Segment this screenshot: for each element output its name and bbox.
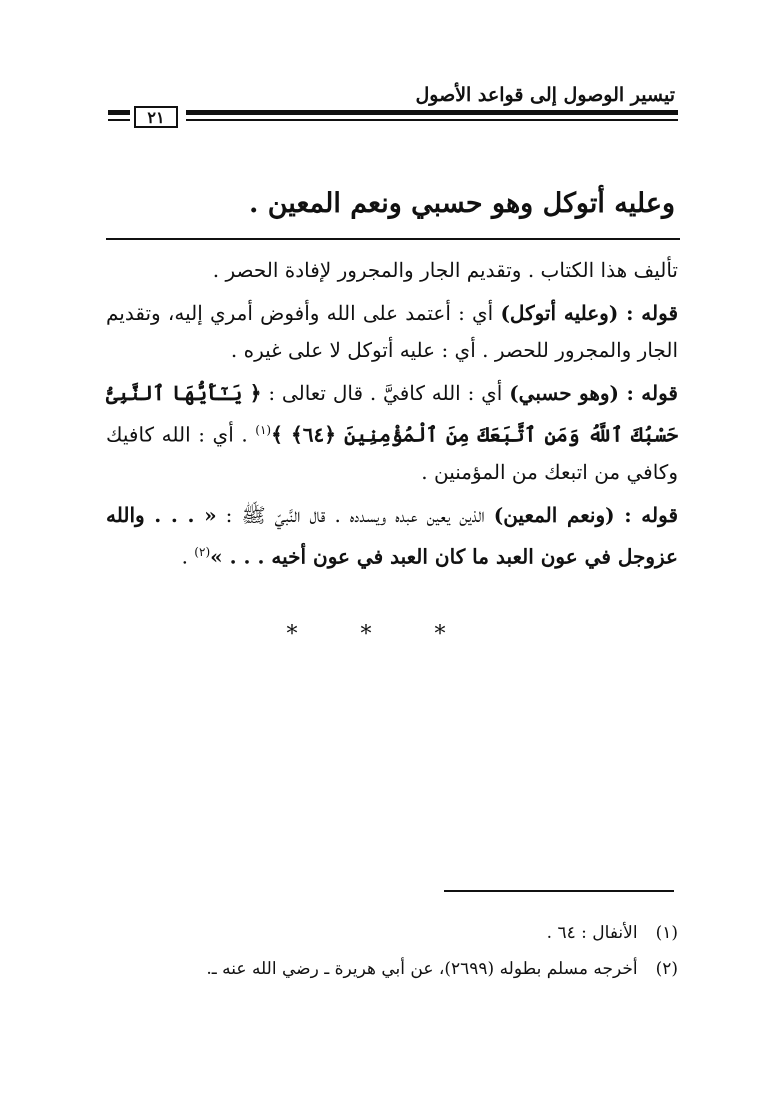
header-rule-main-lower <box>186 119 678 121</box>
paragraph-3 <box>106 375 678 491</box>
hadith-quote: « . . . والله عزوجل في عون العبد ما كان العبد في عون أخيه . . . » <box>106 502 678 569</box>
paragraph-4 <box>106 497 678 576</box>
footnote-number: (٢) <box>655 959 678 979</box>
matn-line: وعليه أتوكل وهو حسبي ونعم المعين . <box>248 188 675 219</box>
footnote-item <box>206 951 678 987</box>
paragraph-text: . <box>181 544 195 569</box>
commentary-label: قوله : (وعليه أتوكل) <box>500 301 679 325</box>
quran-verse: ﴿ يَـٰٓأَيُّهَا ٱلنَّبِىُّ حَسْبُكَ ٱللَّهُ وَمَنِ ٱتَّبَعَكَ مِنَ ٱلْمُؤْمِنِينَ ﴿٦٤﴾ ﴾ <box>106 381 678 447</box>
footnote-text: الأنفال : ٦٤ . <box>546 923 638 943</box>
paragraph-text: أي : الله كافيَّ . قال تعالى : <box>261 381 510 405</box>
paragraph-1 <box>106 252 678 289</box>
page-number: ٢١ <box>134 106 178 128</box>
commentary-label: قوله : (ونعم المعين) <box>493 502 678 527</box>
header-rule-main <box>186 110 678 115</box>
header-rule-left <box>108 110 130 115</box>
footnote-ref[interactable]: (٢) <box>194 544 211 559</box>
matn-separator-rule <box>106 238 680 240</box>
header-rule-left-lower <box>108 119 130 121</box>
paragraph-2 <box>106 295 678 369</box>
paragraph-text: . أي : الله كافيك وكافي من اتبعك من المؤمنين . <box>106 422 678 484</box>
paragraph-text: تأليف هذا الكتاب . وتقديم الجار والمجرور لإفادة الحصر . <box>212 258 678 282</box>
footnote-number: (١) <box>655 923 678 943</box>
commentary-label: قوله : (وهو حسبي) <box>509 381 678 405</box>
footnote-item <box>206 915 678 951</box>
commentary-body <box>106 252 678 581</box>
footnote-ref[interactable]: (١) <box>255 423 272 437</box>
footnote-rule <box>444 890 674 892</box>
footnotes <box>206 915 678 987</box>
section-separator: * * * <box>286 622 474 647</box>
footnote-text: أخرجه مسلم بطوله (٢٦٩٩)، عن أبي هريرة ـ رضي الله عنه ـ. <box>206 959 638 979</box>
paragraph-text: أي : أعتمد على الله وأفوض أمري إليه، وتقديم الجار والمجرور للحصر . أي : عليه أتوكل لا على غيره . <box>106 301 678 362</box>
running-header-title: تيسير الوصول إلى قواعد الأصول <box>415 84 675 106</box>
paragraph-text: الذين يعين عبده ويسدده . قال النَّبيّ ﷺ : <box>216 502 494 527</box>
